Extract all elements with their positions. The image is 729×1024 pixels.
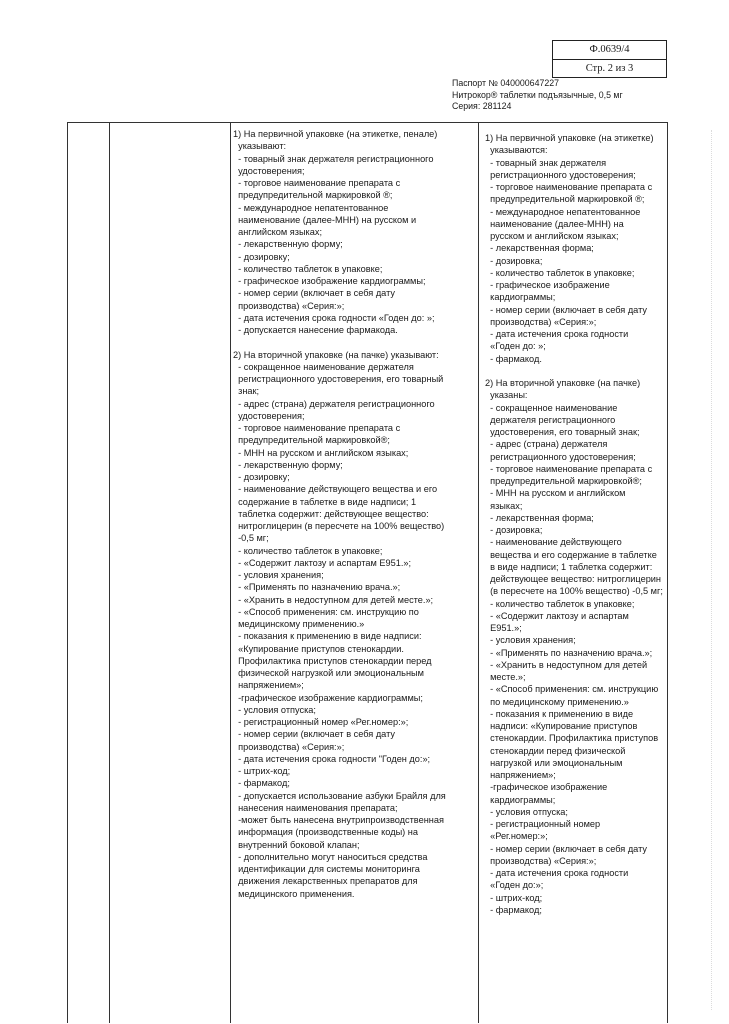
product-name: Нитрокор® таблетки подъязычные, 0,5 мг <box>452 89 623 100</box>
right-column-text: 1) На первичной упаковке (на этикетке) указываются: - товарный знак держателя регистрационного удостоверения; - торговое наименование препарата с предупредительной маркировкой ®; - международное непатентованное наименование (далее-МНН) на русском и английском языках; - лекарственная форма; - дозировка; - количество таблеток в упаковке; - графическое изображение кардиограммы; - номер серии (включает в себя дату производства) «Серия:»; - дата истечения срока годности «Годен до: »; - фармакод. 2) На вторичной упаковке (на пачке) указаны: - сокращенное наименование держателя регистрационного удостоверения, его товарный знак; - адрес (страна) держателя регистрационного удостоверения; - торговое наименование препарата с предупредительной маркировкой®; - МНН на русском и английском языках; - лекарственная форма; - дозировка; - наименование действующего вещества и его содержание в таблетке в виде надписи; 1 таблетка содержит: действующее вещество: нитроглицерин (в пересчете на 100% вещество) -0,5 мг; - количество таблеток в упаковке; - «Содержит лактозу и аспартам Е951.»; - условия хранения; - «Применять по назначению врача.»; - «Хранить в недоступном для детей месте.»; - «Способ применения: см. инструкцию по медицинскому применению.» - показания к применению в виде надписи: «Купирование приступов стенокардии. Профилактика приступов стенокардии перед физической нагрузкой или эмоциональным напряжением»; -графическое изображение кардиограммы; - условия отпуска; - регистрационный номер «Рег.номер:»; - номер серии (включает в себя дату производства) «Серия:»; - дата истечения срока годности «Годен до:»; - штрих-код; - фармакод; <box>485 133 663 915</box>
table-divider <box>109 123 110 1023</box>
passport-info <box>452 78 623 113</box>
table-border <box>667 123 668 1023</box>
form-code-box <box>552 40 667 78</box>
series-number: Серия: 281124 <box>452 101 512 111</box>
form-code: Ф.0639/4 <box>589 44 630 55</box>
table-border <box>67 123 68 1023</box>
passport-number: Паспорт № 040000647227 <box>452 78 560 88</box>
left-column-text: 1) На первичной упаковке (на этикетке, пенале) указывают: - товарный знак держателя регистрационного удостоверения; - торговое наименование препарата с предупредительной маркировкой ®; - международное непатентованное наименование (далее-МНН) на русском и английском языках; - лекарственную форму; - дозировку; - количество таблеток в упаковке; - графическое изображение кардиограммы; - номер серии (включает в себя дату производства) «Серия:»; - дата истечения срока годности «Годен до: »; - допускается нанесение фармакода. 2) На вторичной упаковке (на пачке) указывают: - сокращенное наименование держателя регистрационного удостоверения, его товарный знак; - адрес (страна) держателя регистрационного удостоверения; - торговое наименование препарата с предупредительной маркировкой®; - МНН на русском и английском языках; - лекарственную форму; - дозировку; - наименование действующего вещества и его содержание в таблетке в виде надписи; 1 таблетка содержит: действующее вещество: нитроглицерин (в пересчете на 100% вещество) -0,5 мг; - количество таблеток в упаковке; - «Содержит лактозу и аспартам Е951.»; - условия хранения; - «Применять по назначению врача.»; - «Хранить в недоступном для детей месте.»; - «Способ применения: см. инструкцию по медицинскому применению.» - показания к применению в виде надписи: «Купирование приступов стенокардии. Профилактика приступов стенокардии перед физической нагрузкой или эмоциональным напряжением»; -графическое изображение кардиограммы; - условия отпуска; - регистрационный номер «Рег.номер:»; - номер серии (включает в себя дату производства) «Серия:»; - дата истечения срока годности "Годен до:»; - штрих-код; - фармакод; - допускается использование азбуки Брайля для нанесения наименования препарата; -может быть нанесена внутрипроизводственная информация (производственные коды) на внутренний боковой клапан; - дополнительно могут наноситься средства идентификации для системы мониторинга движения лекарственных препаратов для медицинского применения. <box>233 129 446 899</box>
table-divider <box>230 123 231 1023</box>
scan-edge <box>711 130 720 1010</box>
table-divider <box>478 123 479 1023</box>
page-number: Стр. 2 из 3 <box>553 59 666 78</box>
